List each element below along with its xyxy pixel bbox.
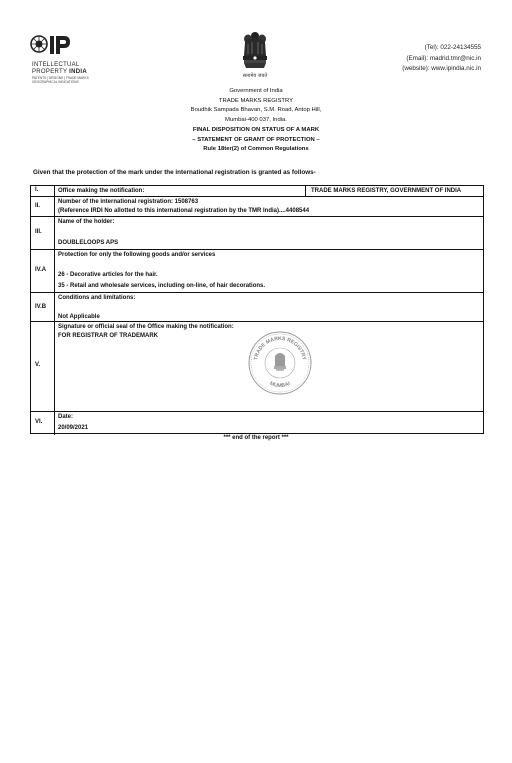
- row-office: [31, 186, 483, 197]
- row-number: VI.: [31, 412, 55, 435]
- date-label: Date:: [58, 414, 74, 420]
- intro-text: Given that the protection of the mark under the international registration is granted as follows-: [33, 169, 316, 176]
- header-gov: Government of India: [229, 88, 283, 94]
- row-signature: [31, 322, 483, 412]
- contact-email: (Email): madrid.tmr@nic.in: [406, 54, 481, 62]
- row-number: IV.A: [31, 250, 55, 292]
- svg-text:सत्यमेव जयते: सत्यमेव जयते: [242, 73, 268, 79]
- office-label: Office making the notification:: [58, 188, 145, 194]
- contact-tel: (Tel): 022-24134555: [424, 44, 481, 51]
- cell-divider: [305, 186, 306, 196]
- seal-bottom-text: MUMBAI: [268, 380, 292, 390]
- row-conditions: [31, 293, 483, 322]
- registration-number: Number of the international registration: 1508763: [58, 199, 199, 205]
- office-value: TRADE MARKS REGISTRY, GOVERNMENT OF INDIA: [311, 188, 462, 194]
- ip-india-logo-icon: [30, 34, 72, 62]
- logo-tagline: PATENTS | DESIGNS | TRADE MARKS GEOGRAPHICAL INDICATIONS: [32, 76, 89, 84]
- header-address1: Boudhik Sampada Bhavan, S.M. Road, Antop Hill,: [190, 107, 322, 114]
- goods-item-35: 35 - Retail and wholesale services, including on-line, of hair decorations.: [58, 283, 266, 289]
- end-of-report: *** end of the report ***: [223, 435, 289, 441]
- row-number: II.: [31, 197, 55, 216]
- seal-top-text: TRADE MARKS REGISTRY: [253, 335, 307, 361]
- national-emblem-icon: [236, 30, 274, 82]
- holder-label: Name of the holder:: [58, 219, 115, 225]
- row-date: [31, 412, 483, 435]
- holder-name: DOUBLELOOPS APS: [58, 240, 119, 246]
- report-table: [30, 185, 484, 434]
- goods-item-26: 26 - Decorative articles for the hair.: [58, 272, 158, 278]
- contact-website: (website): www.ipindia.nic.in: [402, 65, 481, 72]
- row-holder: [31, 217, 483, 250]
- signature-label: Signature or official seal of the Office making the notification:: [58, 324, 234, 330]
- row-registration: [31, 197, 483, 217]
- header-title1: FINAL DISPOSITION ON STATUS OF A MARK: [192, 126, 320, 133]
- contact-info: [402, 43, 481, 75]
- header-address2: Mumbai-400 037, India.: [225, 117, 287, 124]
- row-number: IV.B: [31, 293, 55, 321]
- logo-text-line2: PROPERTY INDIA: [32, 69, 88, 75]
- header-registry: TRADE MARKS REGISTRY: [218, 97, 294, 104]
- goods-label: Protection for only the following goods and/or services: [58, 252, 216, 258]
- ip-india-logo: [30, 34, 110, 92]
- header-title2: – STATEMENT OF GRANT OF PROTECTION –: [192, 136, 320, 143]
- document-header: [0, 87, 512, 155]
- logo-text-line1: INTELLECTUAL: [32, 62, 80, 68]
- registry-seal-icon: [247, 330, 313, 396]
- row-goods-services: [31, 250, 483, 293]
- conditions-label: Conditions and limitations:: [58, 295, 136, 301]
- registration-reference: (Reference IRDI No allotted to this international registration by the TMR India)....4408544: [58, 208, 310, 214]
- header-title3: Rule 18ter(2) of Common Regulations: [203, 146, 309, 153]
- row-number: V.: [31, 322, 55, 411]
- row-number: I.: [31, 186, 55, 196]
- signature-registrar: FOR REGISTRAR OF TRADEMARK: [58, 333, 158, 339]
- date-value: 20/09/2021: [58, 425, 89, 431]
- conditions-value: Not Applicable: [58, 314, 100, 320]
- row-number: III.: [31, 217, 55, 249]
